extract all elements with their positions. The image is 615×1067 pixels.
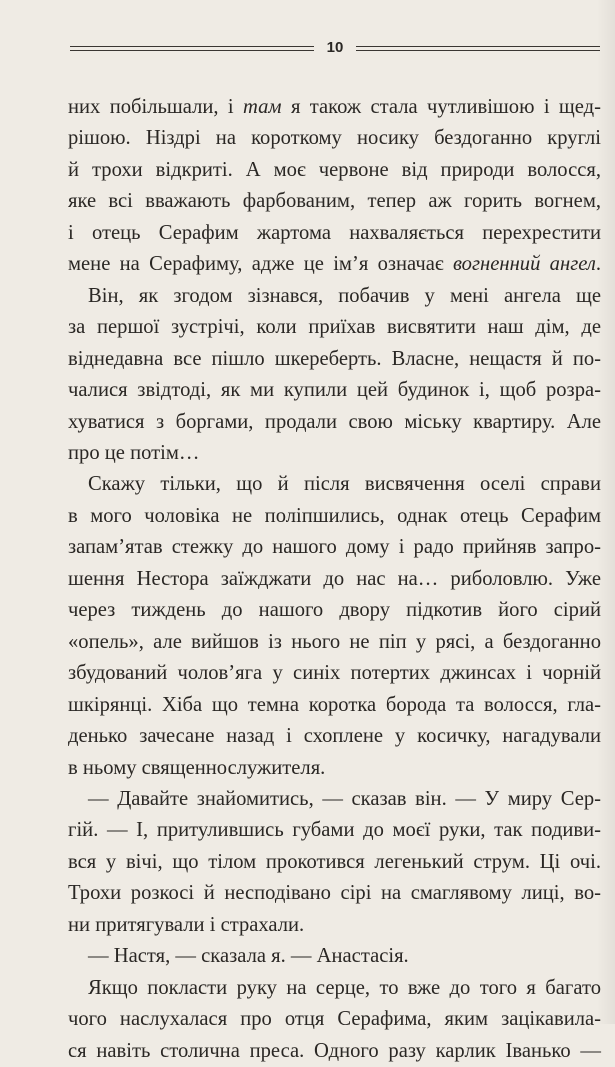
text-segment: в мого чоловіка не поліпшились, однак отець Серафим	[68, 504, 601, 527]
italic-phrase: вогненний ангел	[453, 253, 596, 276]
text-line	[68, 123, 601, 154]
text-line	[68, 627, 601, 658]
text-line	[68, 438, 601, 469]
italic-phrase: там	[243, 96, 282, 118]
text-segment: й трохи відкриті. А моє червоне від природи волосся,	[68, 158, 601, 181]
text-segment: — Настя, — сказала я. — Анастасія.	[88, 945, 409, 968]
text-line	[68, 878, 601, 909]
text-line	[68, 973, 601, 1004]
page-header	[70, 38, 600, 60]
text-segment: Скажу тільки, що й після висвячення оселі справи	[88, 473, 601, 496]
text-segment: в ньому священнослужителя.	[68, 756, 326, 779]
text-segment: віднедавна все пішло шкереберть. Власне, нещастя й по-	[68, 347, 601, 370]
text-segment: збудований чолов’яга у синіх потертих джинсах і чорній	[68, 662, 601, 685]
text-segment: про це потім…	[68, 441, 200, 464]
header-rule-right	[356, 46, 600, 51]
text-segment: і отець Серафим жартома нахваляється перехрестити	[68, 221, 601, 244]
text-segment: них побільшали, і	[68, 96, 243, 118]
text-segment: рішою. Ніздрі на короткому носику бездоганно круглі	[68, 127, 601, 150]
text-line	[68, 721, 601, 752]
text-segment: гій. — І, притулившись губами до моєї руки, так подиви-	[68, 819, 601, 842]
text-line	[68, 658, 601, 689]
text-segment: Трохи розкосі й несподівано сірі на смаглявому лиці, во-	[68, 882, 601, 905]
text-line	[68, 375, 601, 406]
text-segment: запам’ятав стежку до нашого дому і радо прийняв запро-	[68, 536, 601, 559]
text-segment: чого наслухалася про отця Серафима, яким зацікавила-	[68, 1008, 601, 1031]
text-line	[68, 815, 601, 846]
text-line	[68, 312, 601, 343]
page-number: 10	[326, 39, 344, 56]
text-line	[68, 1036, 601, 1067]
text-line	[68, 847, 601, 878]
text-line	[68, 910, 601, 941]
text-line	[68, 249, 601, 280]
text-segment: через тиждень до нашого двору підкотив його сірий	[68, 599, 601, 622]
text-line	[68, 186, 601, 217]
text-segment: хуватися з боргами, продали свою міську квартиру. Але	[68, 410, 601, 433]
text-segment: ся навіть столична преса. Одного разу карлик Іванько —	[68, 1039, 601, 1062]
text-line	[68, 564, 601, 595]
body-text	[68, 92, 601, 1067]
text-line	[68, 532, 601, 563]
text-line	[68, 92, 601, 123]
text-segment: — Давайте знайомитись, — сказав він. — У миру Сер-	[88, 787, 601, 810]
header-rule-left	[70, 46, 314, 51]
text-segment: .	[595, 253, 601, 276]
text-line	[68, 690, 601, 721]
text-segment: ни притягували і страхали.	[68, 913, 305, 936]
text-line	[68, 407, 601, 438]
text-line	[68, 218, 601, 249]
text-segment: чалися звідтоді, як ми купили цей будинок і, щоб розра-	[68, 379, 601, 402]
text-line	[68, 155, 601, 186]
text-segment: шення Нестора заїжджати до нас на… риболовлю. Уже	[68, 567, 601, 590]
text-segment: Якщо покласти руку на серце, то вже до того я багато	[88, 976, 601, 999]
text-segment: за першої зустрічі, коли приїхав висвятити наш дім, де	[68, 316, 601, 339]
text-segment: мене на Серафиму, адже це ім’я означає	[68, 253, 453, 276]
text-line	[68, 281, 601, 312]
text-line	[68, 344, 601, 375]
text-segment: «опель», але вийшов із нього не піп у рясі, а бездоганно	[68, 630, 601, 653]
text-segment: шкірянці. Хіба що темна коротка борода та волосся, гла-	[68, 693, 601, 716]
text-segment: вся у вічі, що тілом прокотився легенький струм. Ці очі.	[68, 850, 601, 873]
text-line	[68, 941, 601, 972]
text-line	[68, 753, 601, 784]
text-segment: я також стала чутливішою і щед-	[281, 96, 601, 118]
text-line	[68, 501, 601, 532]
text-segment: яке всі вважають фарбованим, тепер аж горить вогнем,	[68, 190, 601, 213]
text-line	[68, 1004, 601, 1035]
text-segment: Він, як згодом зізнався, побачив у мені ангела ще	[88, 284, 601, 307]
text-line	[68, 784, 601, 815]
text-segment: денько зачесане назад і схоплене у косичку, нагадували	[68, 725, 601, 748]
text-line	[68, 595, 601, 626]
text-line	[68, 469, 601, 500]
